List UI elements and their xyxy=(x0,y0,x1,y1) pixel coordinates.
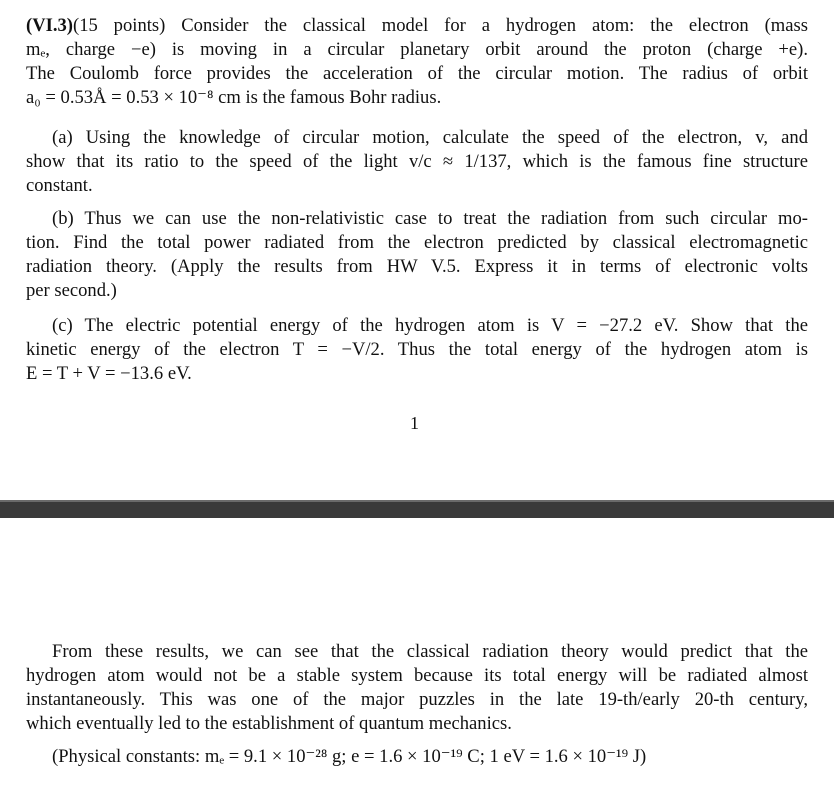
conclusion-line-3: instantaneously. This was one of the major puzzles in the late 19-th/early 20-th century, xyxy=(26,689,808,710)
part-b xyxy=(26,207,808,303)
part-c-line-2: kinetic energy of the electron T = −V/2. Thus the total energy of the hydrogen atom is xyxy=(26,339,808,360)
part-b-line-1: (b) Thus we can use the non-relativistic case to treat the radiation from such circular mo- xyxy=(52,208,808,229)
part-b-line-4: per second.) xyxy=(26,280,117,301)
problem-label: (VI.3) xyxy=(26,15,73,36)
conclusion-line-2: hydrogen atom would not be a stable system because its total energy will be radiated almost xyxy=(26,665,808,686)
part-a-line-2: show that its ratio to the speed of the light v/c ≈ 1/137, which is the famous fine structure xyxy=(26,151,808,172)
part-c-line-1: (c) The electric potential energy of the hydrogen atom is V = −27.2 eV. Show that the xyxy=(52,315,808,336)
part-a-line-1: (a) Using the knowledge of circular motion, calculate the speed of the electron, v, and xyxy=(52,127,808,148)
conclusion xyxy=(26,640,808,736)
conclusion-line-1: From these results, we can see that the classical radiation theory would predict that the xyxy=(52,641,808,662)
problem-line-2: mₑ, charge −e) is moving in a circular planetary orbit around the proton (charge +e). xyxy=(26,39,808,60)
part-c-line-3: E = T + V = −13.6 eV. xyxy=(26,363,192,384)
part-b-line-3: radiation theory. (Apply the results from HW V.5. Express it in terms of electronic volts xyxy=(26,256,808,277)
page-separator-edge xyxy=(0,500,834,502)
part-c xyxy=(26,314,808,386)
part-a xyxy=(26,126,808,198)
problem-line-3: The Coulomb force provides the acceleration of the circular motion. The radius of orbit xyxy=(26,63,808,84)
part-b-line-2: tion. Find the total power radiated from the electron predicted by classical electromagnetic xyxy=(26,232,808,253)
conclusion-line-4: which eventually led to the establishment of quantum mechanics. xyxy=(26,713,512,734)
problem-statement xyxy=(26,14,808,110)
page-separator xyxy=(0,500,834,518)
part-a-line-3: constant. xyxy=(26,175,93,196)
physical-constants: (Physical constants: mₑ = 9.1 × 10⁻²⁸ g; e = 1.6 × 10⁻¹⁹ C; 1 eV = 1.6 × 10⁻¹⁹ J) xyxy=(52,746,647,767)
page-number: 1 xyxy=(410,413,419,433)
problem-line-1: Consider the classical model for a hydrogen atom: the electron (mass xyxy=(165,15,808,36)
problem-points: (15 points) xyxy=(73,15,166,36)
problem-line-4: a₀ = 0.53Å = 0.53 × 10⁻⁸ cm is the famous Bohr radius. xyxy=(26,87,442,108)
